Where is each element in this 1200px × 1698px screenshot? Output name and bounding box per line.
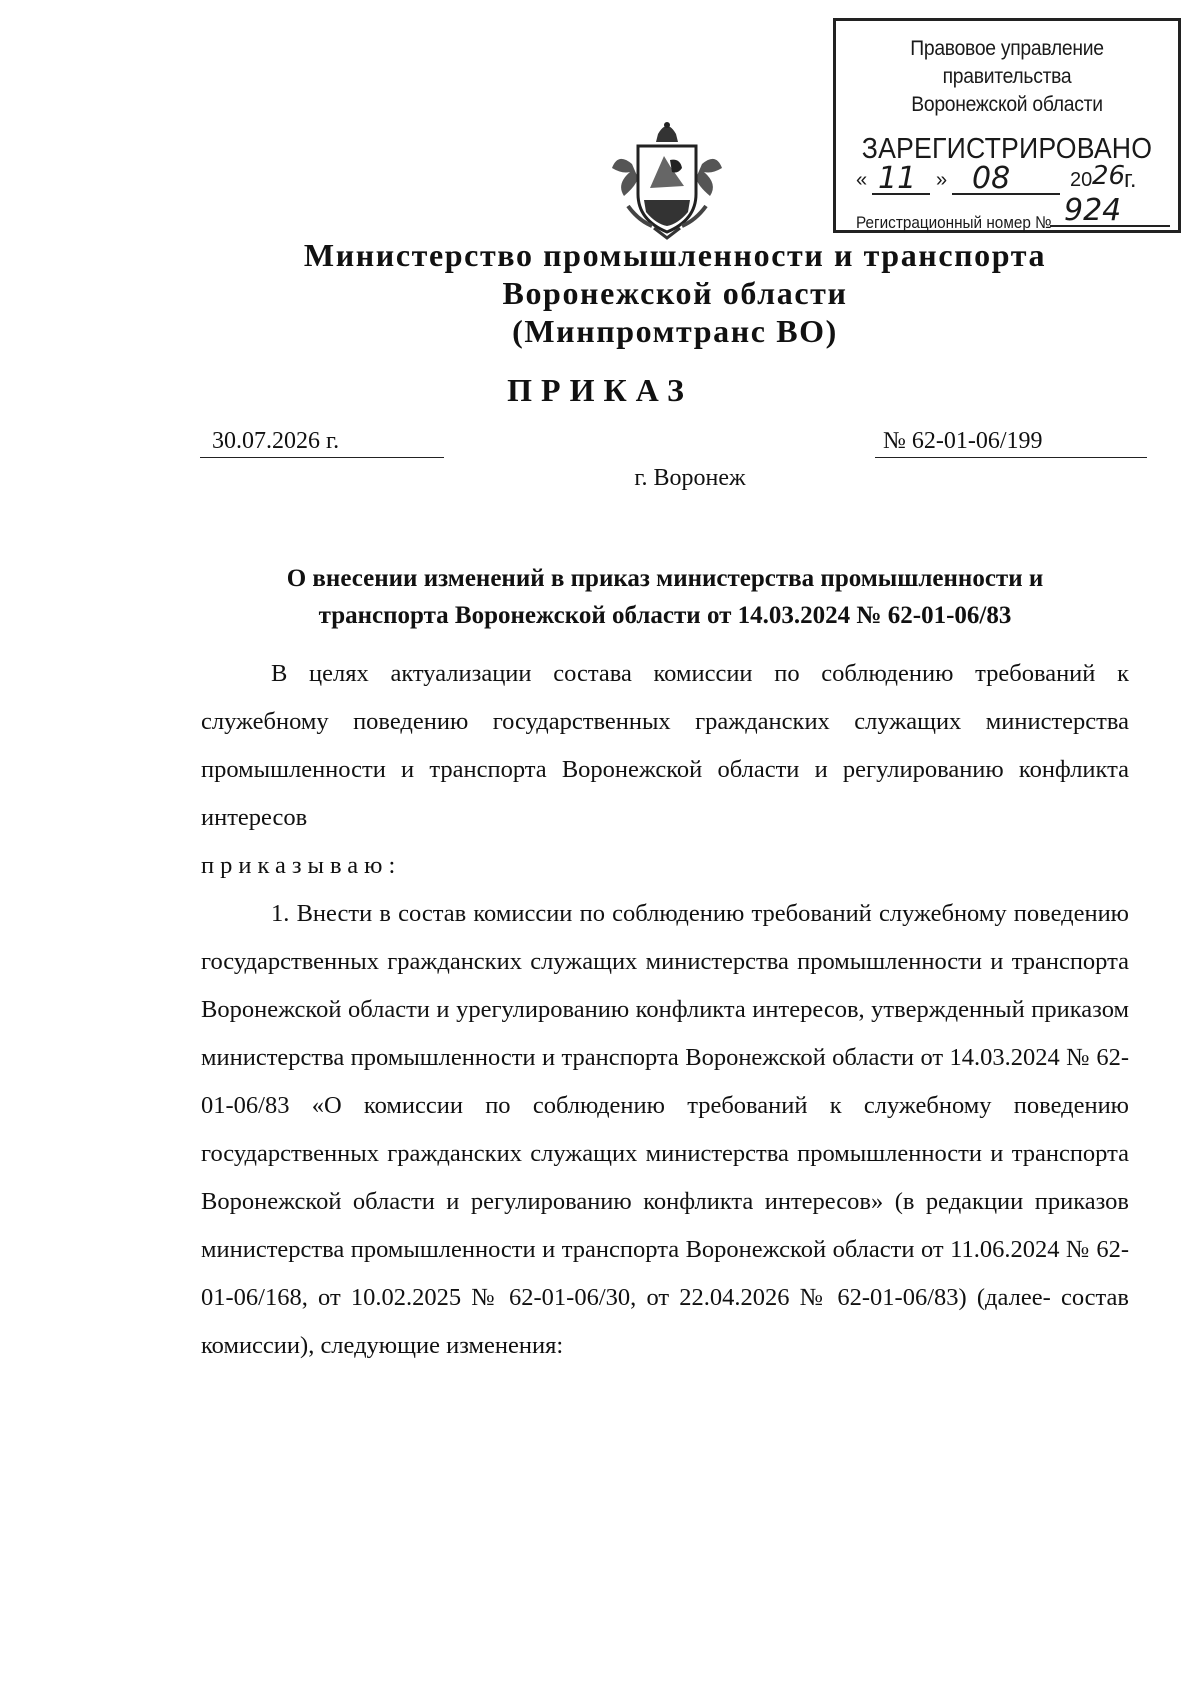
stamp-date: [856, 163, 1176, 203]
stamp-org-line2: Воронежской области: [911, 93, 1103, 116]
stamp-day-underline: [872, 193, 930, 195]
order-subject: [200, 560, 1130, 634]
stamp-organization: [850, 35, 1165, 119]
stamp-reg-underline: [1050, 225, 1170, 227]
order-date: 30.07.2026 г.: [212, 428, 340, 454]
subject-line1: О внесении изменений в приказ министерства промышленности и: [286, 565, 1044, 592]
stamp-reg-label: Регистрационный номер №: [856, 213, 1052, 232]
order-body: [201, 650, 1129, 1370]
stamp-status: ЗАРЕГИСТРИРОВАНО: [861, 133, 1153, 165]
registration-stamp: [833, 18, 1181, 233]
stamp-year-unit: г.: [1124, 166, 1137, 193]
stamp-open-quote: «: [856, 169, 868, 191]
stamp-month-underline: [952, 193, 1060, 195]
order-number-underline: [875, 457, 1147, 458]
order-directive-word: приказываю:: [201, 852, 402, 879]
stamp-year-suffix: 26: [1092, 161, 1126, 191]
ministry-line1: Министерство промышленности и транспорта: [303, 237, 1047, 273]
order-number: № 62-01-06/199: [883, 428, 1043, 454]
ministry-line3: (Минпромтранс ВО): [512, 313, 838, 349]
stamp-day: 11: [878, 161, 917, 196]
stamp-reg-number: 924: [1064, 193, 1122, 228]
stamp-year-prefix: 20: [1070, 169, 1093, 191]
subject-line2: транспорта Воронежской области от 14.03.2024 № 62-01-06/83: [318, 602, 1012, 629]
order-date-underline: [200, 457, 444, 458]
stamp-month: 08: [972, 161, 1011, 196]
item-1-paragraph: 1. Внести в состав комиссии по соблюдению требований служебному поведению государственных гражданских служащих министерства промышленности и транспорта Воронежской области и урегулированию конфликта интересов, утвержденный приказом министерства промышленности и транспорта Воронежской области от 14.03.2024 № 62-01-06/83 «О комиссии по соблюдению требований к служебному поведению государственных гражданских служащих министерства промышленности и транспорта Воронежской области и регулированию конфликта интересов» (в редакции приказов министерства промышленности и транспорта Воронежской области от 11.06.2024 № 62-01-06/168, от 10.02.2025 № 62-01-06/30, от 22.04.2026 № 62-01-06/83) (далее- состав комиссии), следующие изменения:: [201, 900, 1129, 1359]
stamp-registration-line: [856, 213, 1052, 233]
order-title: ПРИКАЗ: [507, 372, 693, 408]
voronezh-coat-of-arms-icon: [608, 116, 726, 240]
order-city: г. Воронеж: [634, 465, 746, 491]
ministry-name: [150, 236, 1200, 350]
stamp-org-line1: Правовое управление правительства: [910, 37, 1104, 88]
stamp-close-quote: »: [936, 169, 948, 191]
preamble-paragraph: В целях актуализации состава комиссии по соблюдению требований к служебному поведению государственных гражданских служащих министерства промышленности и транспорта Воронежской области и регулированию конфликта интересов: [201, 660, 1129, 831]
ministry-line2: Воронежской области: [502, 275, 848, 311]
